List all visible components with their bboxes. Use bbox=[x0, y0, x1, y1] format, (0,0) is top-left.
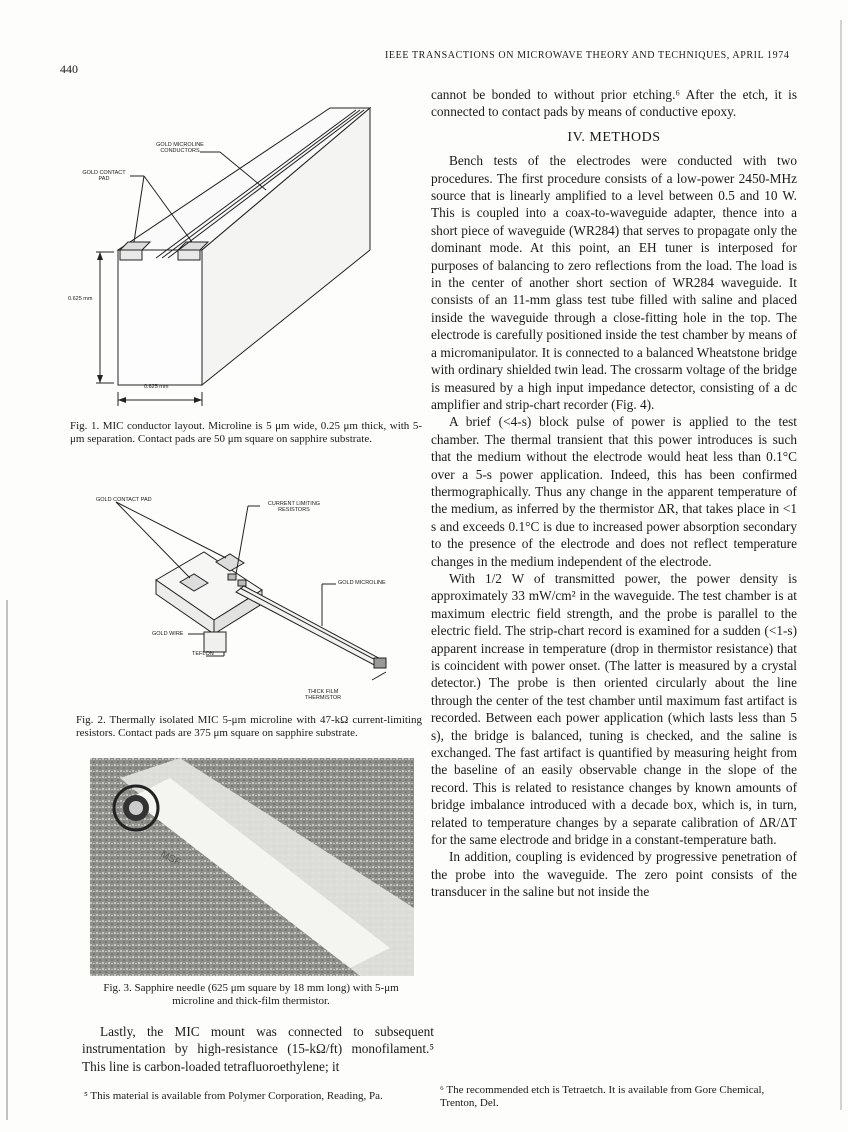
fig1-front-face bbox=[118, 250, 202, 385]
paragraph-2: A brief (<4-s) block pulse of power is applied to the test chamber. The thermal transient that this power introduces is such that the medium without the electrode would heat less than 0.1°C over a 5-s power application. Indeed, this has been confirmed thermographically. Thus any change in the apparent temperature of the medium, as inferred by the thermistor ΔR, that takes place in <1 s and exceeds 0.1°C is due to increased power absorption secondary to the presence of the electrode and does not reflect temperature changes in the medium independent of the electrode. bbox=[431, 414, 797, 569]
svg-text:MSF: MSF bbox=[158, 848, 183, 869]
figure-2-caption: Fig. 2. Thermally isolated MIC 5-μm microline with 47-kΩ current-limiting resistors. Contact pads are 375 μm square on sapphire substrate. bbox=[76, 714, 422, 739]
figure-3-photo bbox=[90, 758, 414, 976]
fig2-resistor-2 bbox=[238, 580, 246, 586]
left-column-text bbox=[82, 1023, 434, 1075]
fig2-label-teflon: TEFLON bbox=[192, 651, 214, 657]
continuation-paragraph: cannot be bonded to without prior etching.⁶ After the etch, it is connected to contact pads by means of conductive epoxy. bbox=[431, 87, 797, 120]
footnote-5: ⁵ This material is available from Polymer Corporation, Reading, Pa. bbox=[84, 1090, 383, 1102]
fig2-label-pad: GOLD CONTACT PAD bbox=[96, 497, 152, 503]
fig1-label-conductors: GOLD MICROLINE CONDUCTORS bbox=[156, 142, 204, 154]
fig2-resistor-1 bbox=[228, 574, 236, 580]
fig1-label-pad: GOLD CONTACT PAD bbox=[82, 170, 126, 182]
paragraph-3: With 1/2 W of transmitted power, the power density is approximately 33 mW/cm² in the waveguide. The test chamber is at maximum electric field strength, and the probe is parallel to the electric field. The strip-chart record is examined for a sudden (<1-s) apparent increase in temperature (drop in thermistor resistance) that is coincident with power onset. (The latter is measured by a crystal detector.) The probe is then oriented circularly about the line through the center of the test chamber until maximum fast artifact is recorded. Between each power application (which lasts less than 5 s), the bridge is balanced, tuning is checked, and the saline is exchanged. The fast artifact is quantified by measuring height from the baseline of an easily observable change in the slope of the record. This is related to resistance changes by known amounts of bridge imbalance introduced with a decade box, which is, in turn, related to temperature changes by a separate calibration of ΔR/ΔT for the same electrode and bridge in a constant-temperature bath. bbox=[431, 570, 797, 848]
paragraph-1: Bench tests of the electrodes were conducted with two procedures. The first procedure consists of a low-power 2450-MHz source that is linearly amplified to a level between 0.5 and 10 W. This is coupled into a coax-to-waveguide adapter, thence into a short piece of waveguide (WR284) that serves to propagate only the dominant mode. At this point, an EH tuner is interposed for purposes of balancing to zero reflections from the load. The load is in the center of another short section of WR284 waveguide. It consists of an 11-mm glass test tube filled with saline and placed inside the waveguide through a close-fitting hole in the top. The electrode is carefully positioned inside the test chamber by means of a micromanipulator. It is connected to a balanced Wheatstone bridge with ordinary shielded twin lead. The crossarm voltage of the bridge is measured by a high input impedance detector, consisting of a dc amplifier and strip-chart recorder (Fig. 4). bbox=[431, 153, 797, 412]
fig2-label-wire: GOLD WIRE bbox=[152, 631, 184, 637]
fig2-label-resistors: CURRENT LIMITING RESISTORS bbox=[267, 501, 321, 513]
right-scan-edge bbox=[840, 20, 842, 1110]
fig1-label-height: 0.625 mm bbox=[68, 296, 93, 302]
figure-1-caption: Fig. 1. MIC conductor layout. Microline is 5 μm wide, 0.25 μm thick, with 5-μm separation. Contact pads are 50 μm square on sapphire substrate. bbox=[70, 420, 422, 445]
left-scan-edge bbox=[6, 600, 8, 1120]
page-number: 440 bbox=[60, 62, 78, 76]
footnote-6: ⁶ The recommended etch is Tetraetch. It is available from Gore Chemical, Trenton, Del. bbox=[440, 1084, 765, 1109]
figure-1-drawing bbox=[70, 100, 430, 420]
paragraph-4: In addition, coupling is evidenced by progressive penetration of the probe into the waveguide. The zero point consists of the transducer in the saline but not inside the bbox=[431, 849, 797, 900]
fig2-label-microline: GOLD MICROLINE bbox=[338, 580, 386, 586]
section-heading: IV. METHODS bbox=[567, 129, 661, 145]
left-paragraph: Lastly, the MIC mount was connected to subsequent instrumentation by high-resistance (15-kΩ/ft) monofilament.⁵ This line is carbon-loaded tetrafluoroethylene; it bbox=[82, 1024, 434, 1074]
fig1-label-width: 0.625 mm bbox=[144, 384, 169, 390]
fig2-thermistor bbox=[374, 658, 386, 668]
figure-2-drawing bbox=[86, 492, 416, 707]
fig2-label-thermistor: THICK FILM THERMISTOR bbox=[304, 689, 342, 701]
right-column bbox=[431, 86, 797, 901]
figure-3-caption: Fig. 3. Sapphire needle (625 μm square by 18 mm long) with 5-μm microline and thick-film thermistor. bbox=[103, 982, 399, 1007]
running-title: IEEE TRANSACTIONS ON MICROWAVE THEORY AND TECHNIQUES, APRIL 1974 bbox=[385, 50, 790, 61]
